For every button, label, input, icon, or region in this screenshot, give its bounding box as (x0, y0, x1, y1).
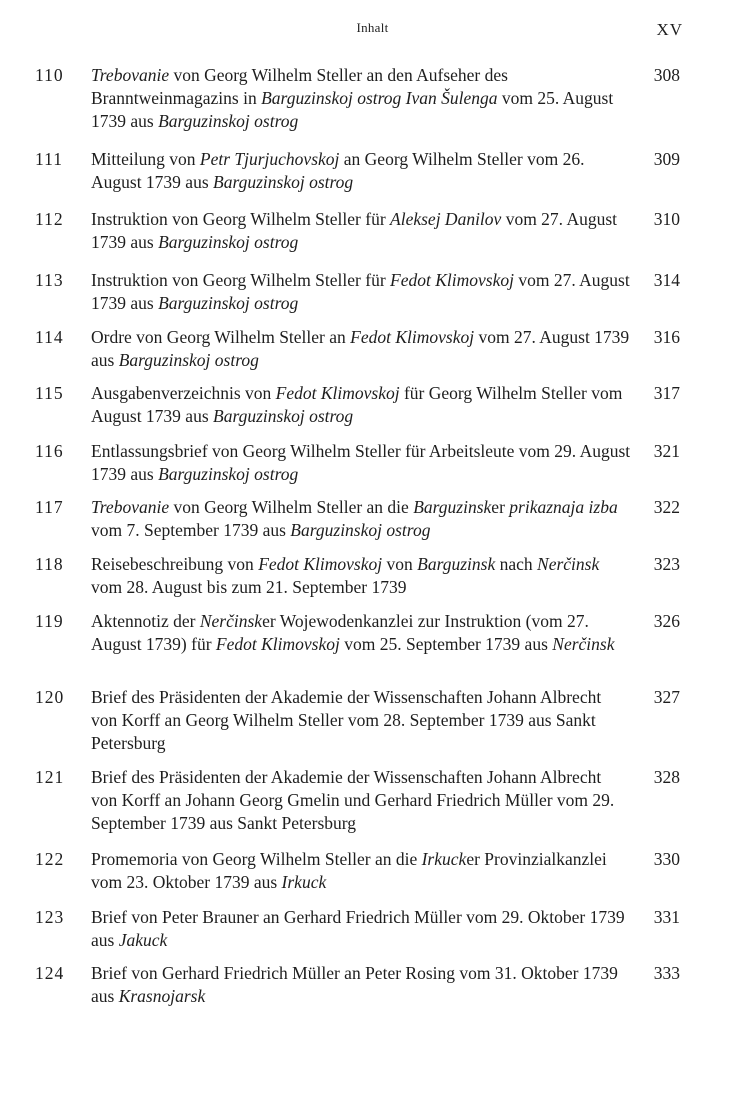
entry-page-number: 308 (653, 65, 680, 85)
entry-number: 112 (35, 209, 64, 229)
entry-title (91, 64, 631, 133)
title-text: vom 25. August 1739 aus (91, 88, 614, 131)
italic-name: Barguzinskoj ostrog (118, 350, 259, 370)
italic-name: Petr Tjurjuchovskoj (199, 149, 340, 169)
italic-name: Barguzinsk (417, 554, 496, 574)
title-text: Mitteilung von (91, 149, 200, 169)
title-text: er Provinzialkanzlei vom 23. Oktober 1739 aus (91, 849, 607, 892)
italic-name: Barguzinskoj ostrog (158, 111, 299, 131)
entry-title (91, 766, 631, 835)
entry-page-number: 331 (653, 907, 680, 927)
entry-title (91, 610, 631, 656)
title-text: für Georg Wilhelm Steller vom August 1739 aus (91, 383, 623, 426)
entry-page-number: 309 (653, 149, 680, 169)
entry-title (91, 269, 631, 315)
italic-name: Fedot Klimovskoj (350, 327, 475, 347)
title-text: vom 27. August 1739 aus (91, 209, 618, 252)
italic-name: prikaznaja izba (509, 497, 618, 517)
entry-title (91, 440, 631, 486)
title-text: Brief des Präsidenten der Akademie der Wissenschaften Johann Albrecht von Korff an Johann Georg Gmelin und Gerhard Friedrich Müller vom 29. September 1739 aus Sankt Petersburg (91, 767, 615, 833)
title-text: Brief von Gerhard Friedrich Müller an Peter Rosing vom 31. Oktober 1739 aus (91, 963, 618, 1006)
entry-title (91, 148, 631, 194)
entry-page-number: 330 (653, 849, 680, 869)
italic-name: Krasnojarsk (118, 986, 206, 1006)
italic-name: Barguzinskoj ostrog (290, 520, 431, 540)
italic-name: Barguzinskoj ostrog (213, 406, 354, 426)
entry-title (91, 906, 631, 952)
entry-title (91, 496, 631, 542)
title-text: nach (495, 554, 538, 574)
italic-name: Fedot Klimovskoj (390, 270, 514, 290)
entry-number: 123 (35, 907, 65, 927)
entry-title (91, 553, 631, 599)
title-text: Entlassungsbrief von Georg Wilhelm Steller für Arbeitsleute vom 29. August 1739 aus (91, 441, 631, 484)
italic-name: Nerčinsk (537, 554, 600, 574)
italic-name: Barguzinskoj ostrog (158, 293, 299, 313)
entry-title (91, 848, 631, 894)
entry-number: 119 (35, 611, 64, 631)
entry-number: 122 (35, 849, 65, 869)
entry-page-number: 317 (653, 383, 680, 403)
entry-title (91, 686, 631, 755)
entry-title (91, 382, 631, 428)
title-text: vom 27. August 1739 aus (91, 270, 630, 313)
title-text: von (382, 554, 418, 574)
entry-page-number: 323 (653, 554, 680, 574)
italic-name: Irkuck (281, 872, 327, 892)
italic-name: Irkuck (421, 849, 467, 869)
entry-page-number: 327 (653, 687, 680, 707)
title-text: Aktennotiz der (91, 611, 200, 631)
title-text: Instruktion von Georg Wilhelm Steller für (91, 209, 391, 229)
page-folio: XV (656, 20, 683, 39)
title-text: er Wojewodenkanzlei zur Instruktion (vom 27. August 1739) für (91, 611, 589, 654)
title-text: vom 7. September 1739 aus (91, 520, 291, 540)
title-text: Promemoria von Georg Wilhelm Steller an die (91, 849, 422, 869)
italic-name: Fedot Klimovskoj (258, 554, 383, 574)
italic-name: Nerčinsk (199, 611, 263, 631)
title-text: Brief des Präsidenten der Akademie der Wissenschaften Johann Albrecht von Korff an Georg Wilhelm Steller vom 28. September 1739 aus Sankt Petersburg (91, 687, 602, 753)
entry-page-number: 326 (653, 611, 680, 631)
entry-number: 124 (35, 963, 65, 983)
entry-page-number: 314 (653, 270, 680, 290)
entry-page-number: 328 (653, 767, 680, 787)
entry-page-number: 316 (653, 327, 680, 347)
running-title: Inhalt (356, 20, 389, 35)
italic-name: Barguzinskoj ostrog (158, 232, 299, 252)
title-text: Reisebeschreibung von (91, 554, 259, 574)
entry-page-number: 321 (653, 441, 680, 461)
title-text: er (491, 497, 510, 517)
entry-number: 113 (35, 270, 64, 290)
italic-name: Barguzinskoj ostrog (158, 464, 299, 484)
entry-number: 110 (35, 65, 64, 85)
entry-number: 116 (35, 441, 64, 461)
entry-number: 118 (35, 554, 64, 574)
entry-number: 120 (35, 687, 65, 707)
entry-page-number: 310 (653, 209, 680, 229)
entry-number: 121 (35, 767, 65, 787)
italic-name: Barguzinskoj ostrog (261, 88, 402, 108)
title-text: Ausgabenverzeichnis von (91, 383, 276, 403)
title-text: Brief von Peter Brauner an Gerhard Friedrich Müller vom 29. Oktober 1739 aus (91, 907, 625, 950)
entry-title (91, 962, 631, 1008)
italic-name: Ivan Šulenga (405, 88, 498, 108)
title-text: Ordre von Georg Wilhelm Steller an (91, 327, 351, 347)
title-text: vom 25. September 1739 aus (339, 634, 553, 654)
italic-name: Fedot Klimovskoj (215, 634, 340, 654)
title-text: Instruktion von Georg Wilhelm Steller für (91, 270, 391, 290)
italic-name: Barguzinskoj ostrog (213, 172, 354, 192)
entry-page-number: 333 (653, 963, 680, 983)
italic-name: Jakuck (118, 930, 168, 950)
italic-name: Barguzinsk (413, 497, 492, 517)
italic-name: Trebovanie (91, 65, 170, 85)
entry-number: 111 (35, 149, 63, 169)
italic-name: Aleksej Danilov (390, 209, 502, 229)
entry-page-number: 322 (653, 497, 680, 517)
title-text: von Georg Wilhelm Steller an die (169, 497, 414, 517)
entry-number: 114 (35, 327, 64, 347)
entry-title (91, 326, 631, 372)
title-text: vom 28. August bis zum 21. September 1739 (91, 577, 407, 597)
title-text: von Georg Wilhelm Steller an den Aufseher des Branntweinmagazins in (91, 65, 508, 108)
title-text: an Georg Wilhelm Steller vom 26. August 1739 aus (91, 149, 585, 192)
italic-name: Nerčinsk (552, 634, 615, 654)
title-text: vom 27. August 1739 aus (91, 327, 630, 370)
entry-number: 115 (35, 383, 64, 403)
entry-number: 117 (35, 497, 64, 517)
page-header (0, 14, 745, 44)
entry-title (91, 208, 631, 254)
italic-name: Fedot Klimovskoj (275, 383, 400, 403)
italic-name: Trebovanie (91, 497, 170, 517)
